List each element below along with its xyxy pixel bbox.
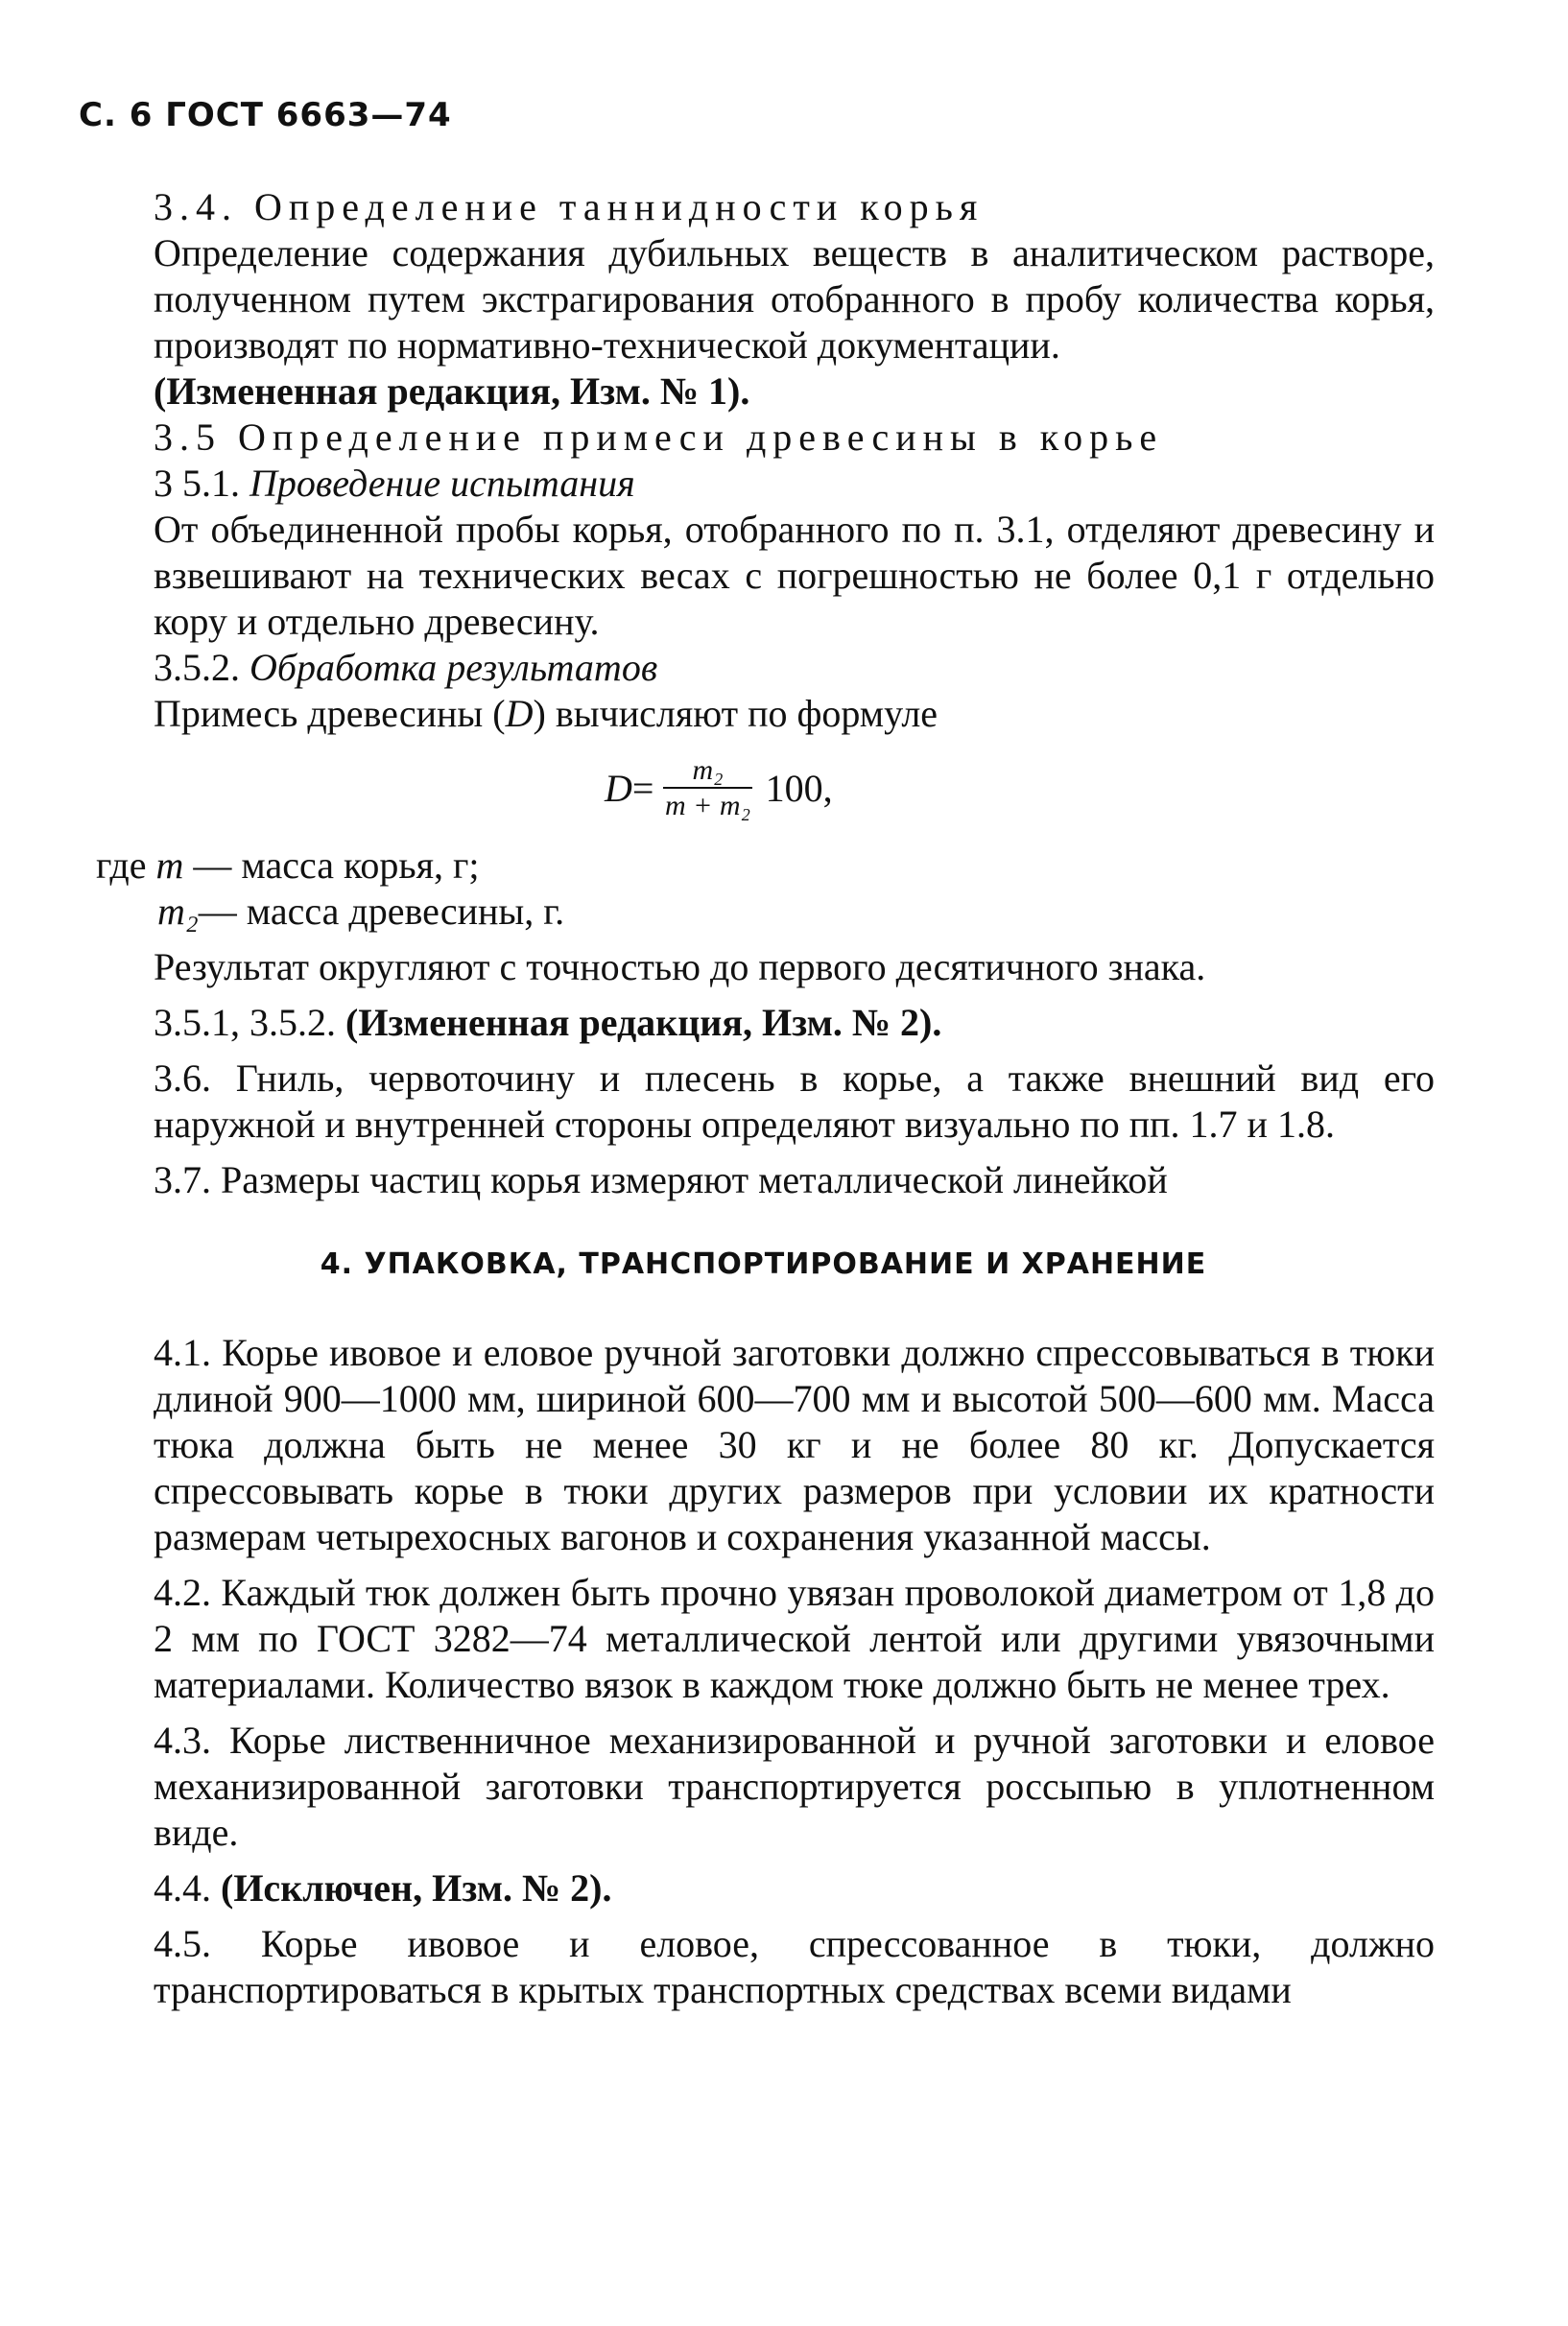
formula-intro-a: Примесь древесины ( bbox=[154, 692, 506, 735]
section-3-5-2-heading bbox=[154, 645, 1435, 691]
rounding-text: Результат округляют с точностью до первого десятичного знака. bbox=[154, 945, 1206, 988]
formula-intro-var: D bbox=[505, 692, 534, 735]
formula-denominator: m + m₂ bbox=[665, 790, 751, 821]
section-3-5-1-heading bbox=[154, 461, 1435, 507]
section-4-3-text: 4.3. Корье лиственничное механизированной и ручной заготовки и еловое механизированной заготовки транспортируется россыпью в уплотненном виде. bbox=[154, 1719, 1435, 1854]
section-3-5-1-number: 3 5.1. bbox=[154, 462, 240, 505]
section-3-5-note bbox=[154, 1000, 1435, 1046]
section-3-5-2-number: 3.5.2. bbox=[154, 646, 240, 689]
section-3-5-title: 3.5 Определение примеси древесины в корье bbox=[154, 415, 1164, 459]
page-header: С. 6 ГОСТ 6663—74 bbox=[79, 96, 452, 134]
where-text-m: — масса корья, г; bbox=[183, 843, 480, 887]
section-3-5-note-text: (Измененная редакция, Изм. № 2). bbox=[345, 1001, 942, 1044]
section-3-4-note: (Измененная редакция, Изм. № 1). bbox=[154, 369, 750, 413]
where-var-m2: m₂ bbox=[157, 890, 199, 933]
section-3-5-1-title: Проведение испытания bbox=[249, 462, 635, 505]
formula-equals: = bbox=[631, 767, 654, 810]
formula bbox=[605, 754, 1435, 823]
document-body bbox=[96, 184, 1435, 2013]
section-4-4-note: (Исключен, Изм. № 2). bbox=[221, 1866, 612, 1910]
where-prefix: где bbox=[96, 843, 147, 887]
section-4-4 bbox=[154, 1865, 1435, 1911]
section-4-5-text: 4.5. Корье ивовое и еловое, спрессованное в тюки, должно транспортироваться в крытых транспортных средствах всеми видами bbox=[154, 1922, 1435, 2011]
formula-fraction bbox=[663, 754, 751, 823]
section-3-4-text: Определение содержания дубильных веществ в аналитическом растворе, полученном путем экстрагирования отобранного в пробу количества корья, производят по нормативно-технической документации. bbox=[154, 231, 1435, 367]
section-3-5-2-text bbox=[154, 691, 1435, 737]
section-3-5-note-refs: 3.5.1, 3.5.2. bbox=[154, 1001, 336, 1044]
section-3-7-text: 3.7. Размеры частиц корья измеряют металлической линейкой bbox=[154, 1158, 1168, 1201]
section-3-5-1-text: От объединенной пробы корья, отобранного по п. 3.1, отделяют древесину и взвешивают на технических весах с погрешностью не более 0,1 г отдельно кору и отдельно древесину. bbox=[154, 508, 1435, 643]
formula-rhs: 100, bbox=[765, 767, 833, 810]
section-3-5-2-title: Обработка результатов bbox=[249, 646, 658, 689]
section-3-4-title: 3.4. Определение таннидности корья bbox=[154, 185, 985, 228]
section-4-2-text: 4.2. Каждый тюк должен быть прочно увязан проволокой диаметром от 1,8 до 2 мм по ГОСТ 3282—74 металлической лентой или другими увязочными материалами. Количество вязок в каждом тюке должно быть не менее трех. bbox=[154, 1571, 1435, 1706]
section-4-4-number: 4.4. bbox=[154, 1866, 211, 1910]
formula-numerator: m₂ bbox=[663, 754, 751, 789]
section-3-6-text: 3.6. Гниль, червоточину и плесень в корье, а также внешний вид его наружной и внутренней стороны определяют визуально по пп. 1.7 и 1.8. bbox=[154, 1056, 1435, 1146]
where-var-m: m bbox=[155, 843, 184, 887]
formula-where-m bbox=[96, 843, 1435, 889]
where-text-m2: — масса древесины, г. bbox=[198, 890, 565, 933]
formula-lhs: D bbox=[605, 767, 632, 810]
section-4-title: 4. УПАКОВКА, ТРАНСПОРТИРОВАНИЕ И ХРАНЕНИЕ bbox=[320, 1247, 1207, 1281]
section-4-1-text: 4.1. Корье ивовое и еловое ручной заготовки должно спрессовываться в тюки длиной 900—1000 мм, шириной 600—700 мм и высотой 500—600 мм. Масса тюка должна быть не менее 30 кг и не более 80 кг. Допускается спрессовывать корье в тюки других размеров при условии их кратности размерам четырехосных вагонов и сохранения указанной массы. bbox=[154, 1331, 1435, 1558]
formula-where-m2 bbox=[157, 889, 1435, 935]
formula-intro-b: ) вычисляют по формуле bbox=[533, 692, 938, 735]
